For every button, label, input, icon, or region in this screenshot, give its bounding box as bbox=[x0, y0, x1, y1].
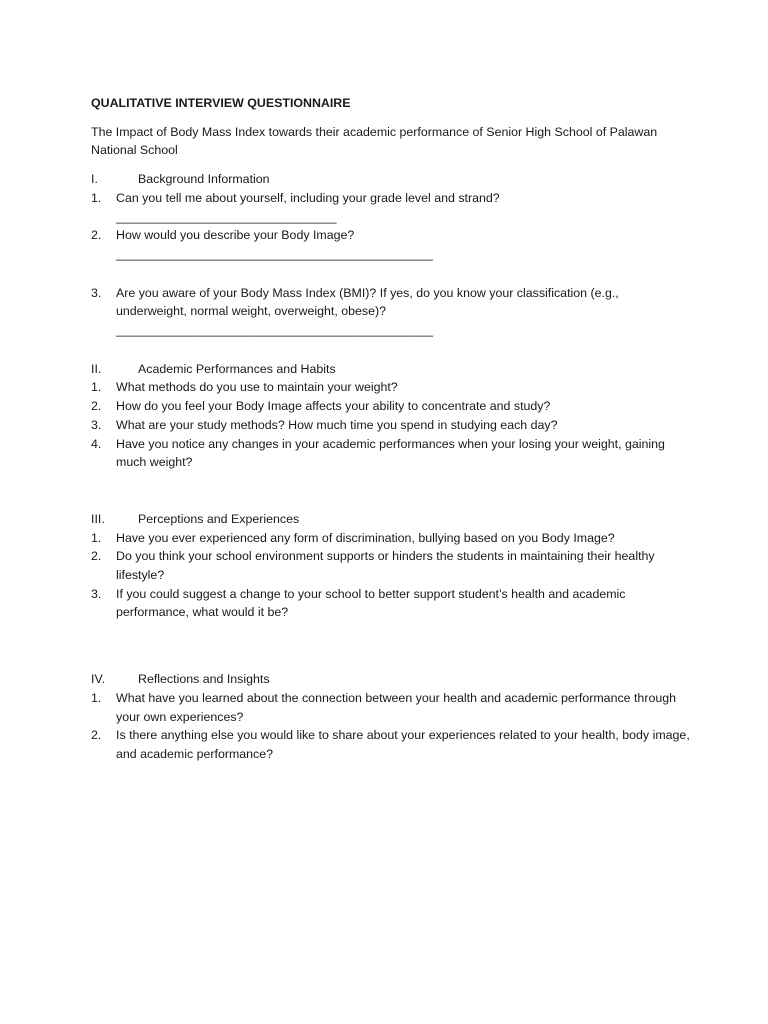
section-numeral: I. bbox=[91, 172, 98, 187]
question-text: What have you learned about the connection between your health and academic performance through your own experiences? bbox=[116, 690, 677, 724]
section-title: Academic Performances and Habits bbox=[138, 361, 336, 376]
question-item bbox=[91, 726, 691, 763]
question-item bbox=[91, 284, 691, 321]
section-numeral: IV. bbox=[91, 672, 106, 687]
question-item bbox=[91, 397, 691, 416]
question-text: If you could suggest a change to your school to better support student’s health and academic performance, what would it be? bbox=[116, 586, 626, 620]
answer-line: ________________________________ bbox=[116, 209, 337, 224]
question-item bbox=[91, 529, 691, 548]
question-number: 1. bbox=[91, 530, 102, 545]
section-title: Reflections and Insights bbox=[138, 672, 270, 687]
question-text: Is there anything else you would like to share about your experiences related to your health, body image, and academic performance? bbox=[116, 728, 690, 761]
document-title: QUALITATIVE INTERVIEW QUESTIONNAIRE bbox=[91, 96, 351, 110]
question-number: 4. bbox=[91, 436, 102, 451]
section-title: Perceptions and Experiences bbox=[138, 511, 300, 526]
section-numeral: II. bbox=[91, 361, 102, 376]
section-reflections-insights bbox=[91, 670, 691, 764]
answer-line: ______________________________________________ bbox=[116, 323, 433, 338]
section-title: Background Information bbox=[138, 172, 270, 187]
question-text: What methods do you use to maintain your weight? bbox=[116, 380, 398, 395]
section-academic-performances bbox=[91, 360, 691, 472]
question-text: How would you describe your Body Image? bbox=[116, 228, 355, 243]
question-item bbox=[91, 547, 691, 584]
question-text: Have you ever experienced any form of discrimination, bullying based on you Body Image? bbox=[116, 530, 615, 545]
section-heading bbox=[91, 170, 691, 189]
question-number: 3. bbox=[91, 285, 102, 300]
section-background-information bbox=[91, 170, 691, 340]
question-number: 3. bbox=[91, 417, 102, 432]
question-item bbox=[91, 416, 691, 435]
question-text: What are your study methods? How much time you spend in studying each day? bbox=[116, 417, 558, 432]
question-item bbox=[91, 585, 691, 622]
question-text: Have you notice any changes in your academic performances when your losing your weight, gaining much weight? bbox=[116, 436, 665, 470]
question-item bbox=[91, 189, 691, 208]
question-number: 1. bbox=[91, 380, 102, 395]
question-number: 3. bbox=[91, 586, 102, 601]
section-numeral: III. bbox=[91, 511, 105, 526]
question-item bbox=[91, 435, 691, 472]
question-text: Do you think your school environment supports or hinders the students in maintaining their healthy lifestyle? bbox=[116, 549, 655, 583]
question-number: 1. bbox=[91, 690, 102, 705]
question-item bbox=[91, 378, 691, 397]
section-perceptions-experiences bbox=[91, 510, 691, 622]
question-number: 2. bbox=[91, 228, 102, 243]
question-number: 1. bbox=[91, 190, 102, 205]
answer-line: ______________________________________________ bbox=[116, 246, 433, 261]
section-heading bbox=[91, 670, 691, 689]
question-text: Are you aware of your Body Mass Index (BMI)? If yes, do you know your classification (e.g., underweight, normal weight, overweight, obese)? bbox=[116, 285, 619, 319]
question-item bbox=[91, 226, 691, 245]
question-item bbox=[91, 689, 691, 726]
question-number: 2. bbox=[91, 399, 102, 414]
question-text: How do you feel your Body Image affects your ability to concentrate and study? bbox=[116, 399, 551, 414]
question-number: 2. bbox=[91, 728, 102, 743]
document-page bbox=[91, 94, 691, 764]
document-subtitle: The Impact of Body Mass Index towards their academic performance of Senior High School of Palawan National School bbox=[91, 124, 658, 158]
section-heading bbox=[91, 360, 691, 379]
question-number: 2. bbox=[91, 549, 102, 564]
section-heading bbox=[91, 510, 691, 529]
question-text: Can you tell me about yourself, including your grade level and strand? bbox=[116, 190, 500, 205]
